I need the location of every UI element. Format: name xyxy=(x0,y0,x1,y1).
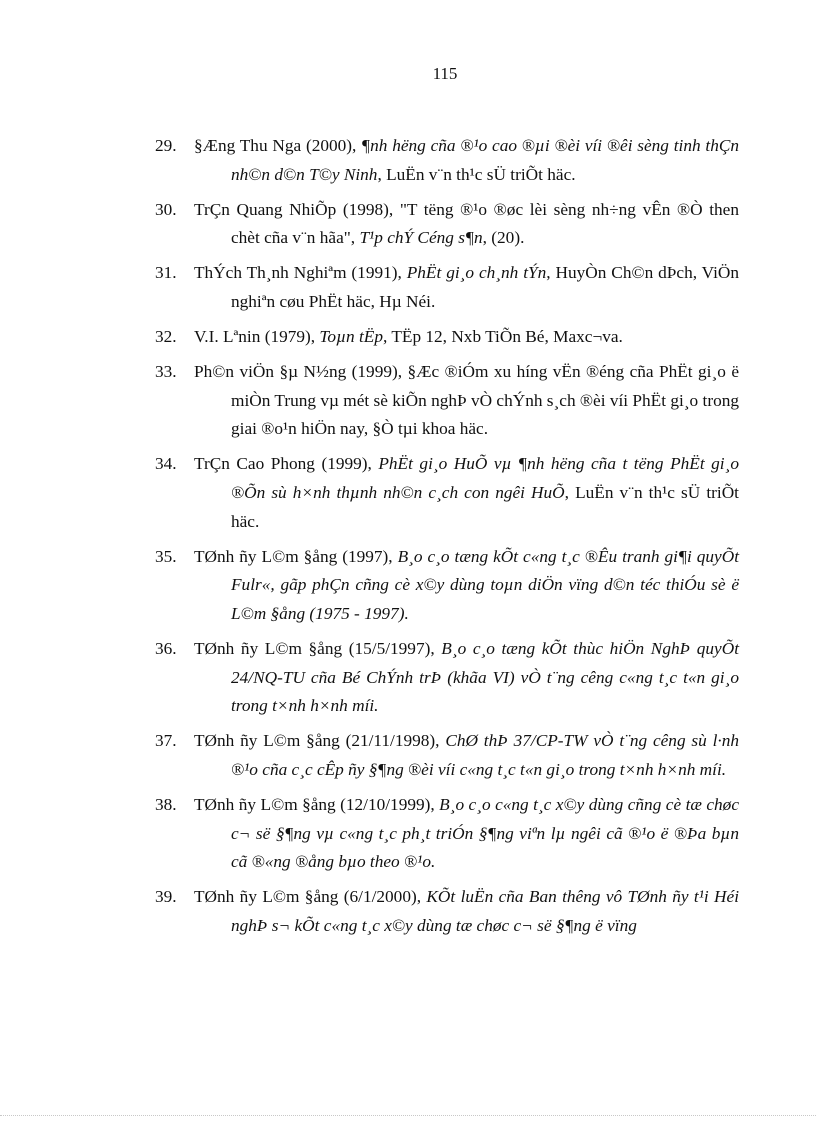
reference-segment: , HuyÒn Ch©n dÞch, ViÖn nghiªn cøu PhËt häc, Hµ Néi. xyxy=(231,263,739,311)
reference-segment: TrÇn Cao Phong (1999), xyxy=(194,454,379,474)
reference-item xyxy=(0,358,816,444)
reference-segment: TØnh ñy L©m §ång (15/5/1997), xyxy=(194,639,442,658)
reference-text xyxy=(194,543,740,629)
reference-number: 32. xyxy=(155,327,177,347)
reference-segment: TØnh ñy L©m §ång (21/11/1998), xyxy=(194,731,446,751)
reference-title: B¸o c¸o c«ng t¸c x©y dùng cñng cè tæ chøc c¬ së §¶ng vµ c«ng t¸c ph¸t triÓn §¶ng viªn lµ ngêi cã ®¹o ë ®Þa bµn cã ®«ng ®ång bµo theo ®¹o. xyxy=(231,794,739,872)
reference-segment: , (20). xyxy=(482,228,525,248)
reference-title: PhËt gi¸o HuÕ vµ ¶nh hëng cña t tëng PhËt gi¸o ®Õn sù h×nh thµnh nh©n c¸ch con ngêi HuÕ xyxy=(231,454,739,503)
reference-segment: , TËp 12, Nxb TiÕn Bé, Maxc¬va. xyxy=(383,327,623,347)
reference-number: 39. xyxy=(155,887,177,907)
reference-item xyxy=(0,883,816,940)
reference-text xyxy=(194,323,739,352)
reference-item xyxy=(0,727,816,784)
reference-number: 36. xyxy=(155,639,177,658)
reference-number: 38. xyxy=(155,794,177,814)
reference-segment: , LuËn v¨n th¹c sÜ triÕt häc. xyxy=(231,483,739,531)
reference-number: 29. xyxy=(155,136,177,155)
reference-item xyxy=(0,450,816,536)
reference-text xyxy=(194,358,739,444)
reference-title: KÕt luËn cña Ban thêng vô TØnh ñy t¹i Héi nghÞ s¬ kÕt c«ng t¸c x©y dùng tæ chøc c¬ së §¶ng ë vïng xyxy=(231,887,739,935)
reference-text xyxy=(194,883,739,940)
reference-item xyxy=(0,259,816,316)
reference-list xyxy=(0,132,816,947)
page-number: 115 xyxy=(432,64,458,83)
reference-title: Toµn tËp xyxy=(319,327,383,347)
reference-text xyxy=(194,132,739,189)
reference-text xyxy=(194,727,739,784)
reference-title: T¹p chÝ Céng s¶n xyxy=(359,228,483,248)
reference-text xyxy=(194,635,739,721)
reference-title: ChØ thÞ 37/CP-TW vÒ t¨ng cêng sù l·nh ®¹o cña c¸c cÊp ñy §¶ng ®èi víi c«ng t¸c t«n gi¸o trong t×nh h×nh míi. xyxy=(231,731,739,779)
reference-segment: TØnh ñy L©m §ång (1997), xyxy=(194,546,398,566)
reference-segment: TØnh ñy L©m §ång (6/1/2000), xyxy=(194,887,427,907)
reference-title: B¸o c¸o tæng kÕt thùc hiÖn NghÞ quyÕt 24/NQ-TU cña Bé ChÝnh trÞ (khãa VI) vÒ t¨ng cêng c«ng t¸c t«n gi¸o trong t×nh h×nh míi. xyxy=(231,639,739,716)
reference-segment: TØnh ñy L©m §ång (12/10/1999), xyxy=(194,794,440,814)
reference-item xyxy=(0,196,816,253)
reference-segment: , LuËn v¨n th¹c sÜ triÕt häc. xyxy=(377,164,576,184)
reference-item xyxy=(0,543,816,629)
reference-item xyxy=(0,323,816,352)
reference-segment: TrÇn Quang NhiÕp (1998), "T tëng ®¹o ®øc lèi sèng nh÷ng vÊn ®Ò then chèt cña v¨n hãa", xyxy=(194,199,739,248)
reference-title: PhËt gi¸o ch¸nh tÝn xyxy=(406,263,547,283)
reference-number: 37. xyxy=(155,731,177,751)
reference-segment: V.I. Lªnin (1979), xyxy=(194,327,320,347)
reference-segment: Ph©n viÖn §µ N½ng (1999), §Æc ®iÓm xu híng vËn ®éng cña PhËt gi¸o ë miÒn Trung vµ mét sè kiÕn nghÞ vÒ chÝnh s¸ch ®èi víi PhËt gi¸o trong giai ®o¹n hiÖn nay, §Ò tµi khoa häc. xyxy=(194,362,739,439)
reference-number: 31. xyxy=(155,263,177,283)
reference-number: 35. xyxy=(155,546,177,566)
page-bottom-divider xyxy=(0,1115,816,1116)
reference-number: 34. xyxy=(155,454,177,474)
reference-title: ¶nh hëng cña ®¹o cao ®µi ®èi víi ®êi sèng tinh thÇn nh©n d©n T©y Ninh xyxy=(231,136,739,184)
reference-segment: ThÝch Th¸nh Nghiªm (1991), xyxy=(194,263,407,283)
reference-text xyxy=(194,259,739,316)
reference-item xyxy=(0,635,816,721)
reference-number: 30. xyxy=(155,199,177,219)
reference-number: 33. xyxy=(155,362,177,382)
reference-text xyxy=(194,791,739,877)
reference-segment: §Æng Thu Nga (2000), xyxy=(194,136,362,155)
reference-item xyxy=(0,132,816,189)
reference-text xyxy=(194,196,739,253)
reference-text xyxy=(194,450,739,536)
reference-title: B¸o c¸o tæng kÕt c«ng t¸c ®Êu tranh gi¶i quyÕt Fulr«, gãp phÇn cñng cè x©y dùng toµn diÖn vïng d©n téc thiÓu sè ë L©m §ång (1975 - 1997). xyxy=(231,546,740,623)
reference-item xyxy=(0,791,816,877)
